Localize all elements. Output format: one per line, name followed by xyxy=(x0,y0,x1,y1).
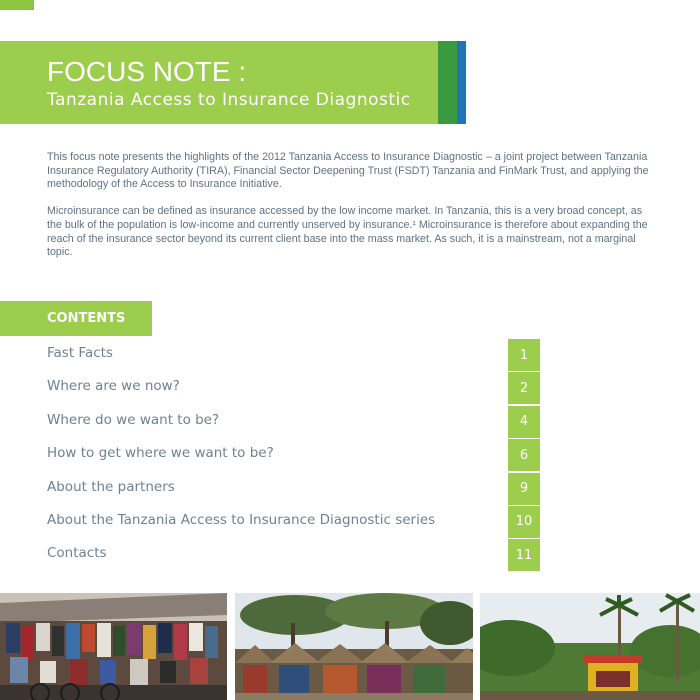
intro-section xyxy=(47,151,655,273)
toc-title[interactable]: Contacts xyxy=(47,545,107,562)
toc-row-where-are-we-now[interactable] xyxy=(0,371,700,404)
contents-header xyxy=(0,301,152,336)
toc-title[interactable]: How to get where we want to be? xyxy=(47,445,274,462)
toc-page-number: 4 xyxy=(508,406,540,438)
page-title: FOCUS NOTE : xyxy=(47,56,247,87)
contents-label: CONTENTS xyxy=(47,311,126,326)
toc-row-about-partners[interactable] xyxy=(0,472,700,505)
palm-trees-photo xyxy=(480,593,700,700)
corner-tab xyxy=(0,0,34,10)
toc-title[interactable]: Fast Facts xyxy=(47,345,113,361)
toc-row-diagnostic-series[interactable] xyxy=(0,505,700,538)
market-stall-photo xyxy=(0,593,227,700)
toc-row-how-to-get-there[interactable] xyxy=(0,438,700,471)
intro-paragraph-2: Microinsurance can be defined as insurance accessed by the low income market. In Tanzania, this is a very broad concept, as the bulk of the population is low-income and currently unserved by insurance.¹ Microinsurance is therefore about expanding the reach of the insurance sector beyond its current client base into the mass market. As such, it is a mainstream, not a marginal topic. xyxy=(47,205,648,259)
table-of-contents xyxy=(0,338,700,572)
banner-stripe-green xyxy=(438,41,457,124)
toc-title[interactable]: Where do we want to be? xyxy=(47,411,220,428)
toc-title[interactable]: Where are we now? xyxy=(47,378,180,395)
toc-page-number: 11 xyxy=(508,539,540,571)
toc-row-contacts[interactable] xyxy=(0,538,700,571)
toc-page-number: 2 xyxy=(508,372,540,404)
toc-title[interactable]: About the partners xyxy=(47,478,175,495)
intro-paragraph-1: This focus note presents the highlights of the 2012 Tanzania Access to Insurance Diagnostic – a joint project between Tanzania Insurance Regulatory Authority (TIRA), Financial Sector Deepening Trust (FSDT) Tanzania and FinMark Trust, and applying the methodology of the Access to Insurance Initiative. xyxy=(47,151,649,191)
photo-strip xyxy=(0,593,700,700)
toc-page-number: 6 xyxy=(508,439,540,471)
banner-stripe-blue xyxy=(457,41,466,124)
page-subtitle: Tanzania Access to Insurance Diagnostic xyxy=(47,90,411,110)
thatched-huts-photo xyxy=(235,593,473,700)
toc-row-where-do-we-want-to-be[interactable] xyxy=(0,405,700,438)
toc-title[interactable]: About the Tanzania Access to Insurance Diagnostic series xyxy=(47,511,436,528)
toc-row-fast-facts[interactable] xyxy=(0,338,700,371)
toc-page-number: 1 xyxy=(508,339,540,371)
toc-page-number: 10 xyxy=(508,506,540,538)
toc-page-number: 9 xyxy=(508,473,540,505)
